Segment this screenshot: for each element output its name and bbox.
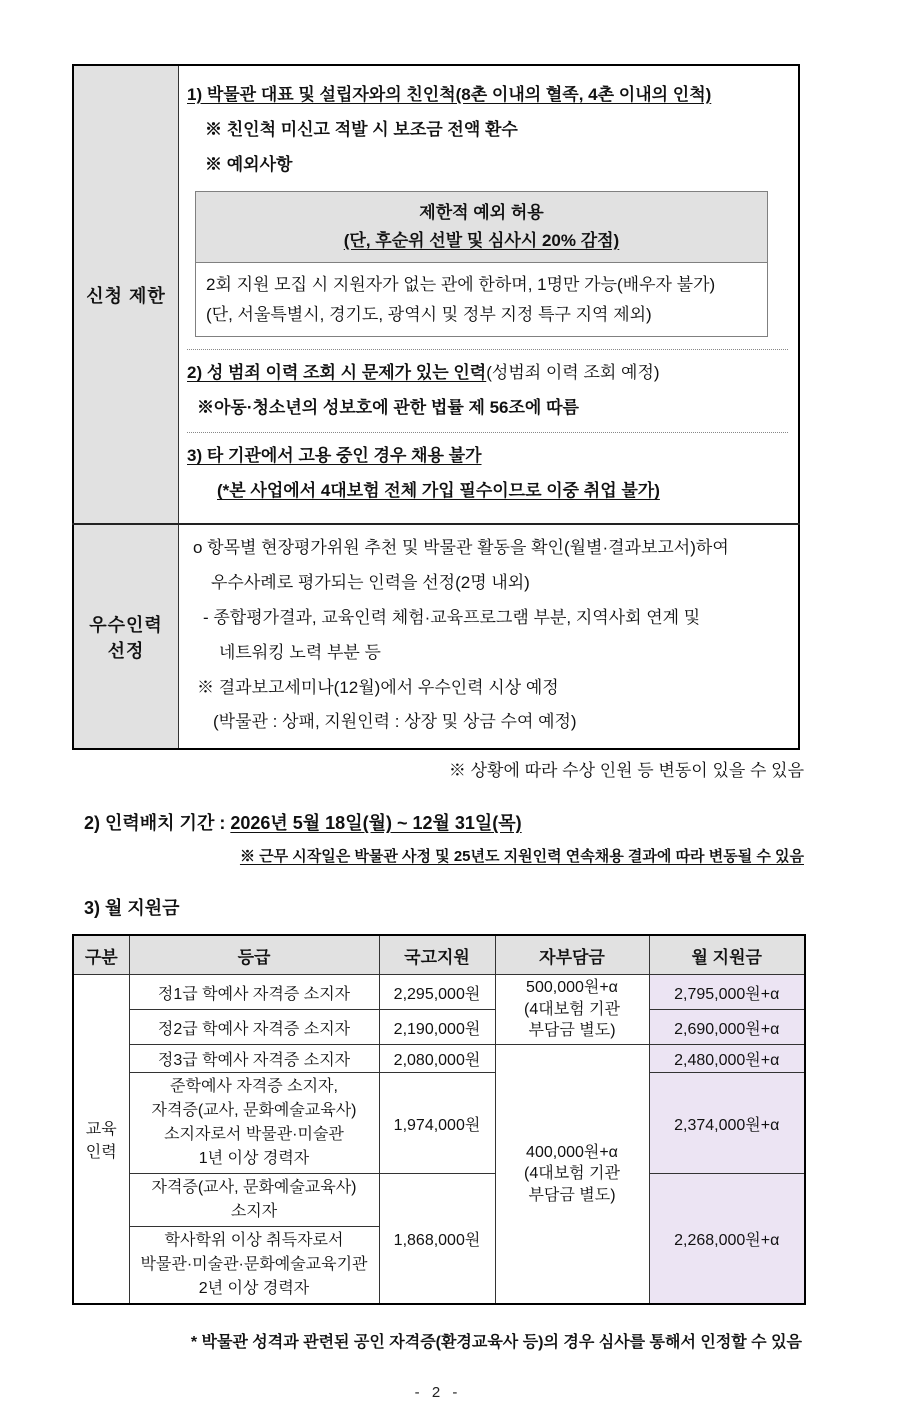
grade-cell — [129, 1227, 379, 1305]
monthly-cell: 2,690,000원+α — [649, 1010, 805, 1045]
grade-line: 2년 이상 경력자 — [198, 1280, 310, 1297]
grade-line: 학사학위 이상 취득자로서 — [164, 1232, 344, 1249]
category-cell — [73, 975, 129, 1304]
exception-box-subtitle: (단, 후순위 선발 및 심사시 20% 감점) — [343, 230, 620, 250]
subsidy-cell: 1,868,000원 — [379, 1174, 495, 1305]
monthly-support-table — [72, 934, 806, 1305]
grade-cell: 정1급 학예사 자격증 소지자 — [129, 975, 379, 1010]
grade-cell — [129, 1073, 379, 1174]
restriction-item1-title: 1) 박물관 대표 및 설립자와의 친인척(8촌 이내의 혈족, 4촌 이내의 인척) — [187, 85, 712, 104]
monthly-support-title: 3) 월 지원금 — [84, 898, 180, 919]
restriction-item3-title: 3) 타 기관에서 고용 중인 경우 채용 불가 — [187, 446, 482, 466]
header-subsidy: 국고지원 — [379, 935, 495, 975]
excellence-row-label — [73, 524, 179, 749]
monthly-cell: 2,480,000원+α — [649, 1045, 805, 1073]
monthly-cell: 2,374,000원+α — [649, 1073, 805, 1174]
restrictions-row-content — [179, 65, 800, 524]
exception-box-title: 제한적 예외 허용 — [419, 202, 544, 222]
grade-line: 1년 이상 경력자 — [198, 1150, 310, 1167]
subsidy-cell: 2,295,000원 — [379, 975, 495, 1010]
self-pay-note2: 부담금 별도) — [528, 1186, 616, 1204]
subsidy-cell: 2,190,000원 — [379, 1010, 495, 1045]
table-row — [73, 1045, 805, 1073]
monthly-cell: 2,795,000원+α — [649, 975, 805, 1010]
dotted-separator — [187, 432, 788, 433]
support-table-header-row — [73, 935, 805, 975]
exception-box-body-line2: (단, 서울특별시, 경기도, 광역시 및 정부 지정 특구 지역 제외) — [206, 304, 652, 324]
category-line1: 교육 — [85, 1121, 117, 1139]
self-pay-low-cell — [495, 1045, 649, 1305]
excellence-line3: - 종합평가결과, 교육인력 체험·교육프로그램 부분, 지역사회 연계 및 — [203, 607, 701, 627]
excellence-line6: (박물관 : 상패, 지원인력 : 상장 및 상금 수여 예정) — [213, 712, 577, 732]
restriction-item2-note: ※아동·청소년의 성보호에 관한 법률 제 56조에 따름 — [197, 398, 579, 418]
placement-period-title — [72, 809, 804, 835]
grade-line: 소지자 — [230, 1203, 278, 1220]
header-grade: 등급 — [129, 935, 379, 975]
exception-box-body-line1: 2회 지원 모집 시 지원자가 없는 관에 한하며, 1명만 가능(배우자 불가) — [206, 274, 716, 294]
table-row — [73, 975, 805, 1010]
restrictions-row — [73, 65, 799, 524]
table-row — [73, 1073, 805, 1174]
excellence-line1: o 항목별 현장평가위원 추천 및 박물관 활동을 확인(월별·결과보고서)하여 — [193, 538, 729, 558]
grade-cell: 정3급 학예사 자격증 소지자 — [129, 1045, 379, 1073]
placement-note: ※ 근무 시작일은 박물관 사정 및 25년도 지원인력 연속채용 결과에 따라 변동될 수 있음 — [239, 848, 804, 866]
excellence-row-content — [179, 524, 800, 749]
excellence-label-line1: 우수인력 — [89, 614, 163, 635]
restriction-item3-note: (*본 사업에서 4대보험 전체 가입 필수이므로 이중 취업 불가) — [217, 481, 660, 501]
restriction-item2-title-line — [187, 362, 788, 385]
subsidy-cell: 1,974,000원 — [379, 1073, 495, 1174]
placement-period: 2026년 5월 18일(월) ~ 12월 31일(목) — [230, 813, 522, 834]
grade-line: 박물관·미술관·문화예술교육기관 — [140, 1256, 368, 1273]
grade-line: 준학예사 자격증 소지자, — [170, 1078, 338, 1095]
page-number: - 2 - — [414, 1384, 462, 1401]
self-pay-note2: 부담금 별도) — [528, 1022, 616, 1040]
table-row — [73, 1010, 805, 1045]
exception-box-header — [196, 192, 767, 263]
grade-cell — [129, 1174, 379, 1227]
self-pay-amount: 400,000원+α — [526, 1143, 618, 1161]
exception-box-body — [196, 263, 767, 337]
restriction-item2-suffix: (성범죄 이력 조회 예정) — [486, 363, 660, 383]
self-pay-note1: (4대보험 기관 — [524, 1165, 620, 1183]
monthly-cell: 2,268,000원+α — [649, 1174, 805, 1305]
header-self-pay: 자부담금 — [495, 935, 649, 975]
grade-line: 자격증(교사, 문화예술교육사) — [151, 1102, 357, 1119]
award-change-note: ※ 상황에 따라 수상 인원 등 변동이 있을 수 있음 — [448, 761, 804, 781]
exception-box — [195, 191, 768, 338]
self-pay-high-cell — [495, 975, 649, 1045]
restrictions-table — [72, 64, 800, 750]
header-category: 구분 — [73, 935, 129, 975]
restriction-item1-note1: ※ 친인척 미신고 적발 시 보조금 전액 환수 — [205, 119, 518, 139]
placement-title-prefix: 2) 인력배치 기간 : — [84, 813, 231, 834]
certificate-footnote: * 박물관 성격과 관련된 공인 자격증(환경교육사 등)의 경우 심사를 통해서 인정할 수 있음 — [190, 1334, 802, 1351]
header-monthly: 월 지원금 — [649, 935, 805, 975]
excellence-line5: ※ 결과보고세미나(12월)에서 우수인력 시상 예정 — [197, 677, 559, 697]
grade-line: 자격증(교사, 문화예술교육사) — [151, 1179, 357, 1196]
content-area — [72, 64, 804, 1401]
dotted-separator — [187, 349, 788, 350]
grade-line: 소지자로서 박물관·미술관 — [164, 1126, 344, 1143]
restriction-item1-note2: ※ 예외사항 — [205, 154, 293, 174]
self-pay-note1: (4대보험 기관 — [524, 1000, 620, 1018]
excellence-line4: 네트워킹 노력 부분 등 — [219, 642, 381, 662]
restrictions-row-label: 신청 제한 — [73, 65, 179, 524]
excellence-line2: 우수사례로 평가되는 인력을 선정(2명 내외) — [211, 573, 530, 592]
restriction-item2-title: 2) 성 범죄 이력 조회 시 문제가 있는 인력 — [187, 363, 487, 383]
excellence-row — [73, 524, 799, 749]
table-row — [73, 1174, 805, 1227]
self-pay-amount: 500,000원+α — [526, 979, 618, 997]
category-line2: 인력 — [85, 1144, 117, 1162]
subsidy-cell: 2,080,000원 — [379, 1045, 495, 1073]
grade-cell: 정2급 학예사 자격증 소지자 — [129, 1010, 379, 1045]
excellence-label-line2: 선정 — [107, 640, 145, 661]
